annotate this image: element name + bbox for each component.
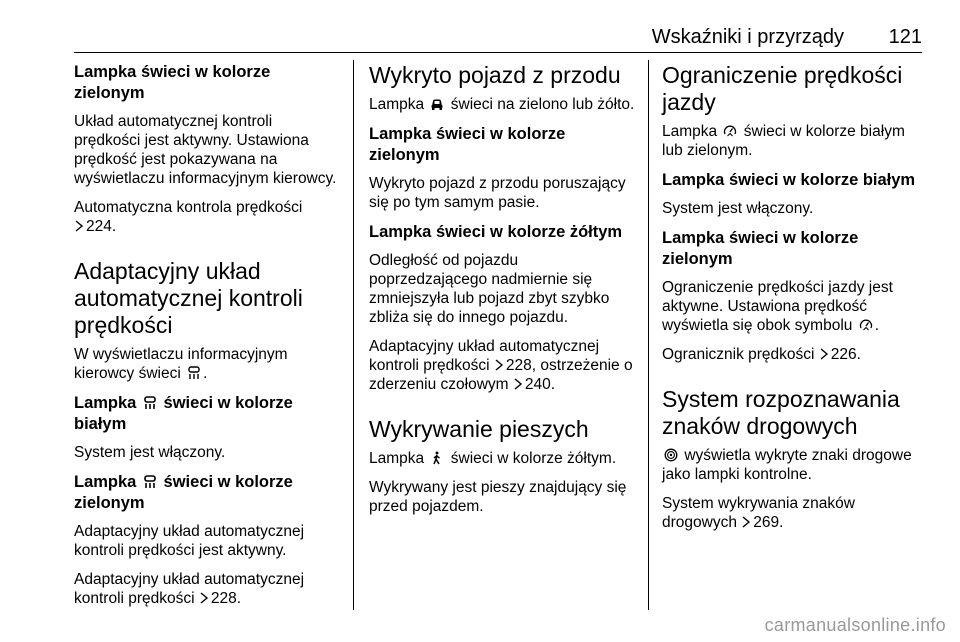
paragraph: Wykryto pojazd z przodu poruszający się po tym samym pasie. [369,175,626,211]
column-divider-1 [353,60,354,610]
pedestrian-icon [430,451,444,465]
paragraph: Lampka świeci w kolorze żółtym. [369,450,617,467]
page-reference-link[interactable]: 269. [753,514,784,531]
paragraph-with-reference: Ogranicznik prędkości 226. [662,346,861,363]
column-1 [74,62,340,618]
reference-arrow-icon [819,348,829,360]
adaptive-cruise-icon [143,475,157,489]
heading-yellow-lamp: Lampka świeci w kolorze żółtym [369,223,623,241]
page-reference-link[interactable]: 228. [210,590,242,607]
section-heading-acc: Adaptacyjny układ automatycznej kontroli prędkości [74,258,303,338]
heading-green-lamp: Lampka świeci w kolorze zielonym [369,125,566,164]
reference-arrow-icon [199,592,209,604]
paragraph: wyświetla wykryte znaki drogowe jako lampki kontrolne. [662,447,912,483]
paragraph: Adaptacyjny układ automatycznej kontroli prędkości jest aktywny. [74,523,305,559]
paragraph: Ograniczenie prędkości jazdy jest aktywne. Ustawiona prędkość wyświetla się obok symbolu . [662,279,893,334]
section-heading-traffic-sign: System rozpoznawania znaków drogowych [662,386,900,439]
heading-green-lamp: Lampka świeci w kolorze zielonym [662,229,859,268]
chapter-title: Wskaźniki i przyrządy [651,26,844,48]
speed-limiter-icon [859,318,873,332]
paragraph-with-reference: Adaptacyjny układ automatycznej kontroli prędkości 228, ostrzeżenie o zderzeniu czołowym 240. [369,338,633,393]
watermark: carmanualsonline.info [764,615,946,635]
heading-white-lamp: Lampka świeci w kolorze białym [74,394,293,433]
heading-green-lamp-acc: Lampka świeci w kolorze zielonym [74,473,293,512]
page-reference-link[interactable]: 228, ostrzeżenie o zderzeniu czołowym [369,357,633,393]
traffic-sign-icon [664,448,678,462]
heading-white-lamp: Lampka świeci w kolorze białym [662,171,916,189]
reference-arrow-icon [513,378,523,390]
section-heading-pedestrian: Wykrywanie pieszych [369,416,589,442]
header-divider [74,52,922,53]
paragraph: Odległość od pojazdu poprzedzającego nadmiernie się zmniejszyła lub pojazd zbyt szybko zbliża się do innego pojazdu. [369,252,610,326]
reference-arrow-icon [741,516,751,528]
paragraph-with-reference: Adaptacyjny układ automatycznej kontroli prędkości 228. [74,571,305,607]
paragraph: Wykrywany jest pieszy znajdujący się przed pojazdem. [369,479,627,515]
section-heading-speed-limiter: Ograniczenie prędkości jazdy [662,62,903,115]
page-header [74,26,922,52]
paragraph: W wyświetlaczu informacyjnym kierowcy świeci . [74,346,288,382]
page-number: 121 [888,26,922,48]
adaptive-cruise-icon [187,366,201,380]
page-reference-link[interactable]: 240. [524,376,556,393]
reference-text: Automatyczna kontrola prędkości [74,199,303,216]
section-heading-vehicle-ahead: Wykryto pojazd z przodu [369,62,621,88]
reference-arrow-icon [494,359,504,371]
paragraph: Lampka świeci na zielono lub żółto. [369,96,635,113]
speed-limiter-icon [723,124,737,138]
paragraph: Lampka świeci w kolorze białym lub zielonym. [662,123,905,159]
column-3 [662,62,928,542]
page-reference-link[interactable]: 226. [830,346,861,363]
paragraph-with-reference [74,198,340,236]
heading-green-lamp: Lampka świeci w kolorze zielonym [74,63,271,102]
vehicle-ahead-icon [430,97,444,111]
column-2 [369,62,635,526]
reference-arrow-icon [74,220,84,232]
column-divider-2 [648,60,649,610]
paragraph-with-reference: System wykrywania znaków drogowych 269. [662,495,855,531]
adaptive-cruise-icon [143,396,157,410]
paragraph: System jest włączony. [662,200,814,217]
page-reference-link[interactable]: 224. [86,218,117,235]
paragraph: Układ automatycznej kontroli prędkości jest aktywny. Ustawiona prędkość jest pokazywana na wyświetlaczu informacyjnym kierowcy. [74,113,337,187]
paragraph: System jest włączony. [74,444,226,461]
